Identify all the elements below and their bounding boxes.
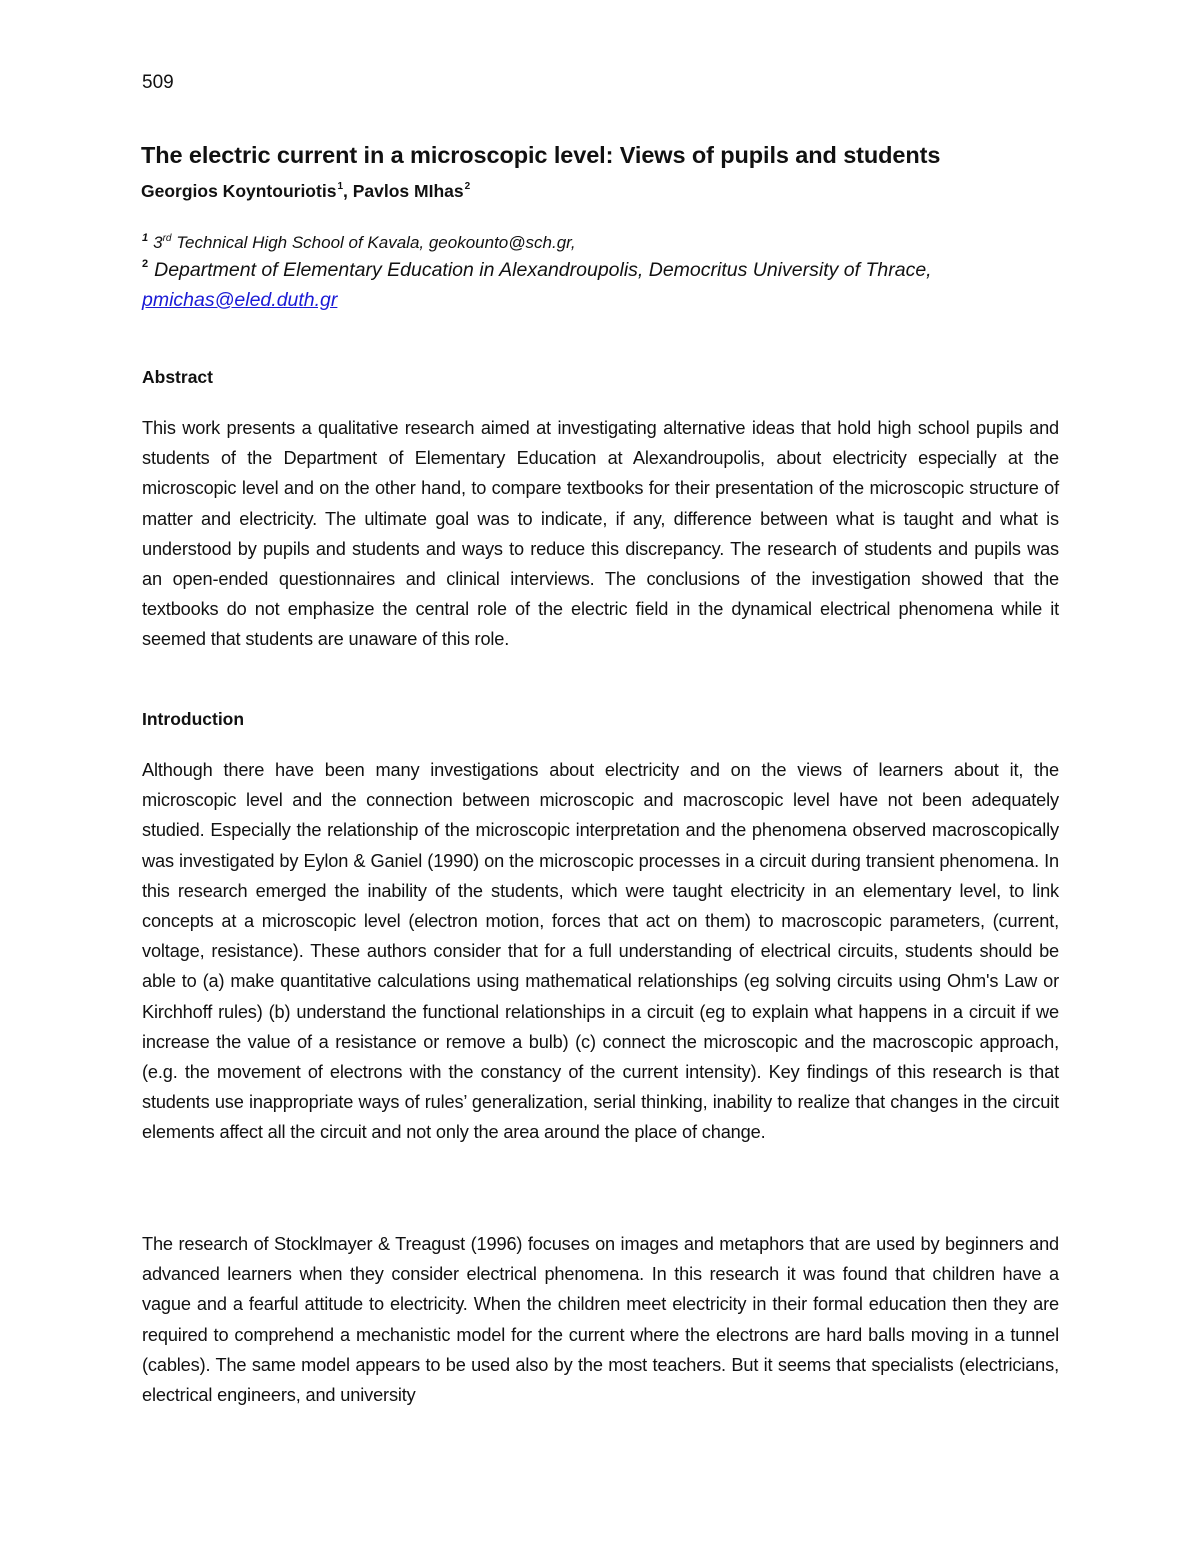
affiliation-2-text: Department of Elementary Education in Alexandroupolis, Democritus University of Thrace, <box>154 259 932 281</box>
introduction-paragraph-2: The research of Stocklmayer & Treagust (1996) focuses on images and metaphors that are used by beginners and advanced learners when they consider electrical phenomena. In this research it was found that children have a vague and a fearful attitude to electricity. When the children meet electricity in their formal education then they are required to comprehend a mechanistic model for the current where the electrons are hard balls moving in a tunnel (cables). The same model appears to be used also by the most teachers. But it seems that specialists (electricians, electrical engineers, and university <box>142 1234 1059 1406</box>
affiliation-1-mark: 1 <box>142 232 149 244</box>
author-1-mark: 1 <box>337 181 343 192</box>
introduction-heading: Introduction <box>142 709 245 729</box>
author-2-name: Pavlos MIhas <box>352 181 464 201</box>
author-1-name: Georgios Koyntouriotis <box>141 181 337 201</box>
introduction-paragraph-1: Although there have been many investigations about electricity and on the views of learners about it, the microscopic level and the connection between microscopic and macroscopic level have not been adequately studied. Especially the relationship of the microscopic interpretation and the phenomena observed macroscopically was investigated by Eylon & Ganiel (1990) on the microscopic processes in a circuit during transient phenomena. In this research emerged the inability of the students, which were taught electricity in an elementary level, to link concepts at a microscopic level (electron motion, forces that act on them) to macroscopic parameters, (current, voltage, resistance). These authors consider that for a full understanding of electrical circuits, students should be able to (a) make quantitative calculations using mathematical relationships (eg solving circuits using Ohm's Law or Kirchhoff rules) (b) understand the functional relationships in a circuit (eg to explain what happens in a circuit if we increase the value of a resistance or remove a bulb) (c) connect the microscopic and the macroscopic approach, (e.g. the movement of electrons with the constancy of the current intensity). Key findings of this research is that students use inappropriate ways of rules’ generalization, serial thinking, inability to realize that changes in the circuit elements affect all the circuit and not only the area around the place of change. <box>142 760 1059 1143</box>
page-number: 509 <box>142 72 174 93</box>
author-separator: , <box>343 181 353 201</box>
affiliation-2-email-link[interactable]: pmichas@eled.duth.gr <box>142 289 338 311</box>
affiliation-2-mark: 2 <box>142 258 149 270</box>
affiliation-1 <box>142 233 576 253</box>
author-line <box>141 181 470 202</box>
paper-title: The electric current in a microscopic level: Views of pupils and students <box>141 142 941 168</box>
abstract-heading: Abstract <box>142 367 213 387</box>
affiliation-1-ordinal-suffix: rd <box>162 233 172 244</box>
abstract-text: This work presents a qualitative research aimed at investigating alternative ideas that hold high school pupils and students of the Department of Elementary Education at Alexandroupolis, about electricity especially at the microscopic level and on the other hand, to compare textbooks for their presentation of the microscopic structure of matter and electricity. The ultimate goal was to indicate, if any, difference between what is taught and what is understood by pupils and students and ways to reduce this discrepancy. The research of students and pupils was an open-ended questionnaires and clinical interviews. The conclusions of the investigation showed that the textbooks do not emphasize the central role of the electric field in the dynamical electrical phenomena while it seemed that students are unaware of this role. <box>142 418 1059 650</box>
affiliation-2 <box>142 257 1060 314</box>
author-2-mark: 2 <box>464 181 471 192</box>
affiliation-1-text: Technical High School of Kavala, geokounto@sch.gr, <box>171 233 576 252</box>
affiliation-1-ordinal: 3 <box>153 233 163 252</box>
